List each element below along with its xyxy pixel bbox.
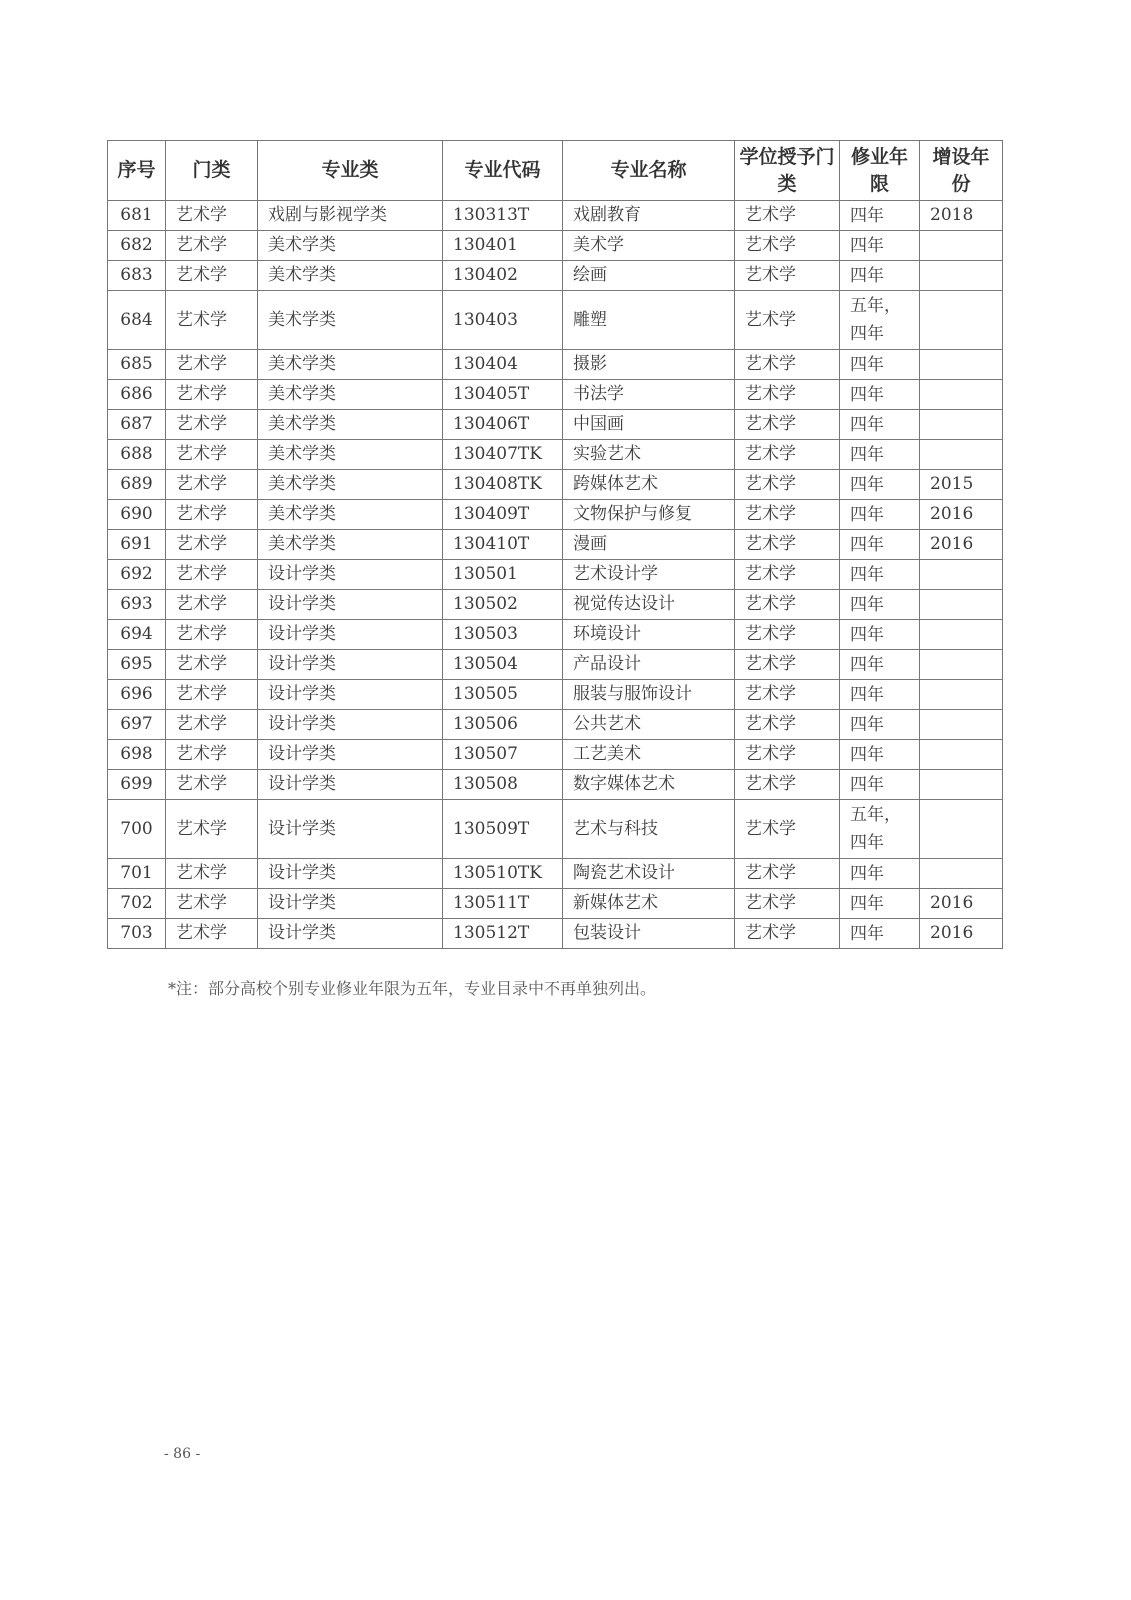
cell-degree: 艺术学 bbox=[735, 440, 840, 470]
cell-seq: 687 bbox=[108, 410, 166, 440]
table-row bbox=[108, 859, 1003, 889]
cell-category: 艺术学 bbox=[166, 620, 258, 650]
cell-code: 130403 bbox=[443, 291, 563, 350]
cell-class: 设计学类 bbox=[258, 650, 443, 680]
cell-code: 130404 bbox=[443, 350, 563, 380]
cell-duration: 五年，四年 bbox=[840, 800, 920, 859]
cell-name: 雕塑 bbox=[563, 291, 735, 350]
cell-seq: 692 bbox=[108, 560, 166, 590]
cell-class: 设计学类 bbox=[258, 740, 443, 770]
cell-seq: 681 bbox=[108, 201, 166, 231]
cell-degree: 艺术学 bbox=[735, 500, 840, 530]
cell-code: 130401 bbox=[443, 231, 563, 261]
header-name: 专业名称 bbox=[563, 141, 735, 201]
cell-category: 艺术学 bbox=[166, 470, 258, 500]
cell-year: 2018 bbox=[920, 201, 1003, 231]
cell-class: 戏剧与影视学类 bbox=[258, 201, 443, 231]
table-row bbox=[108, 380, 1003, 410]
cell-code: 130407TK bbox=[443, 440, 563, 470]
cell-class: 设计学类 bbox=[258, 680, 443, 710]
cell-class: 设计学类 bbox=[258, 560, 443, 590]
cell-category: 艺术学 bbox=[166, 710, 258, 740]
cell-degree: 艺术学 bbox=[735, 590, 840, 620]
cell-seq: 702 bbox=[108, 889, 166, 919]
cell-name: 美术学 bbox=[563, 231, 735, 261]
table-row bbox=[108, 770, 1003, 800]
footnote: *注：部分高校个别专业修业年限为五年，专业目录中不再单独列出。 bbox=[168, 979, 657, 998]
table-row bbox=[108, 919, 1003, 949]
cell-class: 美术学类 bbox=[258, 291, 443, 350]
cell-category: 艺术学 bbox=[166, 770, 258, 800]
cell-name: 绘画 bbox=[563, 261, 735, 291]
cell-year bbox=[920, 770, 1003, 800]
cell-category: 艺术学 bbox=[166, 889, 258, 919]
cell-class: 美术学类 bbox=[258, 500, 443, 530]
cell-class: 美术学类 bbox=[258, 231, 443, 261]
cell-degree: 艺术学 bbox=[735, 710, 840, 740]
cell-year bbox=[920, 859, 1003, 889]
cell-year: 2016 bbox=[920, 500, 1003, 530]
cell-code: 130505 bbox=[443, 680, 563, 710]
cell-seq: 694 bbox=[108, 620, 166, 650]
cell-code: 130506 bbox=[443, 710, 563, 740]
cell-seq: 682 bbox=[108, 231, 166, 261]
cell-code: 130409T bbox=[443, 500, 563, 530]
cell-year bbox=[920, 350, 1003, 380]
table-row bbox=[108, 620, 1003, 650]
header-year: 增设年份 bbox=[920, 141, 1003, 201]
cell-name: 陶瓷艺术设计 bbox=[563, 859, 735, 889]
cell-name: 公共艺术 bbox=[563, 710, 735, 740]
cell-name: 产品设计 bbox=[563, 650, 735, 680]
cell-name: 新媒体艺术 bbox=[563, 889, 735, 919]
cell-category: 艺术学 bbox=[166, 500, 258, 530]
cell-duration: 四年 bbox=[840, 859, 920, 889]
cell-code: 130511T bbox=[443, 889, 563, 919]
cell-category: 艺术学 bbox=[166, 201, 258, 231]
table-row bbox=[108, 470, 1003, 500]
cell-degree: 艺术学 bbox=[735, 770, 840, 800]
cell-name: 数字媒体艺术 bbox=[563, 770, 735, 800]
cell-name: 视觉传达设计 bbox=[563, 590, 735, 620]
cell-class: 设计学类 bbox=[258, 710, 443, 740]
cell-seq: 689 bbox=[108, 470, 166, 500]
cell-duration: 四年 bbox=[840, 590, 920, 620]
cell-name: 工艺美术 bbox=[563, 740, 735, 770]
cell-year bbox=[920, 410, 1003, 440]
cell-class: 设计学类 bbox=[258, 800, 443, 859]
cell-code: 130502 bbox=[443, 590, 563, 620]
cell-category: 艺术学 bbox=[166, 380, 258, 410]
header-category: 门类 bbox=[166, 141, 258, 201]
cell-year bbox=[920, 710, 1003, 740]
cell-name: 艺术设计学 bbox=[563, 560, 735, 590]
table-row bbox=[108, 291, 1003, 350]
cell-duration: 四年 bbox=[840, 380, 920, 410]
cell-class: 美术学类 bbox=[258, 261, 443, 291]
cell-seq: 700 bbox=[108, 800, 166, 859]
cell-degree: 艺术学 bbox=[735, 889, 840, 919]
cell-duration: 四年 bbox=[840, 231, 920, 261]
cell-degree: 艺术学 bbox=[735, 650, 840, 680]
cell-year: 2015 bbox=[920, 470, 1003, 500]
cell-duration: 四年 bbox=[840, 470, 920, 500]
cell-year: 2016 bbox=[920, 530, 1003, 560]
cell-year bbox=[920, 680, 1003, 710]
cell-year bbox=[920, 590, 1003, 620]
cell-seq: 686 bbox=[108, 380, 166, 410]
cell-duration: 四年 bbox=[840, 530, 920, 560]
cell-category: 艺术学 bbox=[166, 650, 258, 680]
cell-degree: 艺术学 bbox=[735, 350, 840, 380]
table-row bbox=[108, 500, 1003, 530]
cell-code: 130507 bbox=[443, 740, 563, 770]
cell-seq: 691 bbox=[108, 530, 166, 560]
cell-duration: 四年 bbox=[840, 560, 920, 590]
cell-code: 130501 bbox=[443, 560, 563, 590]
cell-duration: 四年 bbox=[840, 650, 920, 680]
cell-name: 中国画 bbox=[563, 410, 735, 440]
cell-code: 130504 bbox=[443, 650, 563, 680]
cell-year bbox=[920, 380, 1003, 410]
cell-year: 2016 bbox=[920, 919, 1003, 949]
cell-code: 130410T bbox=[443, 530, 563, 560]
cell-duration: 四年 bbox=[840, 770, 920, 800]
cell-degree: 艺术学 bbox=[735, 680, 840, 710]
cell-duration: 四年 bbox=[840, 410, 920, 440]
cell-degree: 艺术学 bbox=[735, 201, 840, 231]
table-body bbox=[108, 201, 1003, 949]
cell-category: 艺术学 bbox=[166, 261, 258, 291]
cell-name: 跨媒体艺术 bbox=[563, 470, 735, 500]
cell-year bbox=[920, 560, 1003, 590]
cell-name: 漫画 bbox=[563, 530, 735, 560]
cell-seq: 701 bbox=[108, 859, 166, 889]
cell-degree: 艺术学 bbox=[735, 800, 840, 859]
cell-duration: 四年 bbox=[840, 680, 920, 710]
header-code: 专业代码 bbox=[443, 141, 563, 201]
cell-class: 美术学类 bbox=[258, 440, 443, 470]
cell-code: 130510TK bbox=[443, 859, 563, 889]
cell-duration: 五年，四年 bbox=[840, 291, 920, 350]
cell-degree: 艺术学 bbox=[735, 231, 840, 261]
cell-seq: 685 bbox=[108, 350, 166, 380]
table-row bbox=[108, 740, 1003, 770]
cell-category: 艺术学 bbox=[166, 859, 258, 889]
cell-class: 美术学类 bbox=[258, 470, 443, 500]
cell-name: 实验艺术 bbox=[563, 440, 735, 470]
cell-degree: 艺术学 bbox=[735, 261, 840, 291]
cell-degree: 艺术学 bbox=[735, 560, 840, 590]
cell-name: 戏剧教育 bbox=[563, 201, 735, 231]
cell-seq: 683 bbox=[108, 261, 166, 291]
table-row bbox=[108, 261, 1003, 291]
cell-degree: 艺术学 bbox=[735, 291, 840, 350]
cell-class: 美术学类 bbox=[258, 350, 443, 380]
cell-class: 设计学类 bbox=[258, 620, 443, 650]
cell-class: 设计学类 bbox=[258, 770, 443, 800]
cell-name: 服装与服饰设计 bbox=[563, 680, 735, 710]
cell-class: 设计学类 bbox=[258, 919, 443, 949]
cell-year bbox=[920, 440, 1003, 470]
cell-seq: 684 bbox=[108, 291, 166, 350]
table-row bbox=[108, 201, 1003, 231]
table-row bbox=[108, 231, 1003, 261]
cell-seq: 693 bbox=[108, 590, 166, 620]
cell-category: 艺术学 bbox=[166, 291, 258, 350]
cell-category: 艺术学 bbox=[166, 410, 258, 440]
cell-category: 艺术学 bbox=[166, 231, 258, 261]
cell-duration: 四年 bbox=[840, 261, 920, 291]
cell-category: 艺术学 bbox=[166, 680, 258, 710]
cell-code: 130313T bbox=[443, 201, 563, 231]
cell-name: 文物保护与修复 bbox=[563, 500, 735, 530]
cell-duration: 四年 bbox=[840, 889, 920, 919]
cell-degree: 艺术学 bbox=[735, 380, 840, 410]
cell-year: 2016 bbox=[920, 889, 1003, 919]
table-row bbox=[108, 530, 1003, 560]
cell-name: 书法学 bbox=[563, 380, 735, 410]
cell-class: 设计学类 bbox=[258, 859, 443, 889]
cell-duration: 四年 bbox=[840, 500, 920, 530]
table-row bbox=[108, 680, 1003, 710]
cell-code: 130402 bbox=[443, 261, 563, 291]
header-seq: 序号 bbox=[108, 141, 166, 201]
cell-category: 艺术学 bbox=[166, 440, 258, 470]
cell-year bbox=[920, 800, 1003, 859]
cell-degree: 艺术学 bbox=[735, 919, 840, 949]
cell-seq: 695 bbox=[108, 650, 166, 680]
cell-code: 130509T bbox=[443, 800, 563, 859]
cell-degree: 艺术学 bbox=[735, 859, 840, 889]
cell-duration: 四年 bbox=[840, 740, 920, 770]
page-number: - 86 - bbox=[164, 1446, 201, 1462]
cell-seq: 697 bbox=[108, 710, 166, 740]
table-row bbox=[108, 650, 1003, 680]
cell-degree: 艺术学 bbox=[735, 740, 840, 770]
cell-duration: 四年 bbox=[840, 710, 920, 740]
cell-name: 环境设计 bbox=[563, 620, 735, 650]
header-degree: 学位授予门类 bbox=[735, 141, 840, 201]
cell-category: 艺术学 bbox=[166, 560, 258, 590]
cell-seq: 698 bbox=[108, 740, 166, 770]
cell-year bbox=[920, 740, 1003, 770]
cell-class: 美术学类 bbox=[258, 380, 443, 410]
table-row bbox=[108, 560, 1003, 590]
cell-code: 130405T bbox=[443, 380, 563, 410]
major-catalog-table bbox=[107, 140, 1003, 949]
cell-category: 艺术学 bbox=[166, 590, 258, 620]
cell-duration: 四年 bbox=[840, 201, 920, 231]
table-header-row bbox=[108, 141, 1003, 201]
cell-name: 包装设计 bbox=[563, 919, 735, 949]
cell-duration: 四年 bbox=[840, 440, 920, 470]
cell-category: 艺术学 bbox=[166, 350, 258, 380]
cell-code: 130408TK bbox=[443, 470, 563, 500]
table-row bbox=[108, 590, 1003, 620]
cell-category: 艺术学 bbox=[166, 800, 258, 859]
cell-degree: 艺术学 bbox=[735, 470, 840, 500]
cell-category: 艺术学 bbox=[166, 919, 258, 949]
cell-category: 艺术学 bbox=[166, 530, 258, 560]
cell-degree: 艺术学 bbox=[735, 530, 840, 560]
cell-degree: 艺术学 bbox=[735, 410, 840, 440]
cell-name: 艺术与科技 bbox=[563, 800, 735, 859]
cell-class: 美术学类 bbox=[258, 530, 443, 560]
cell-code: 130406T bbox=[443, 410, 563, 440]
cell-class: 设计学类 bbox=[258, 889, 443, 919]
cell-seq: 688 bbox=[108, 440, 166, 470]
cell-year bbox=[920, 231, 1003, 261]
cell-duration: 四年 bbox=[840, 919, 920, 949]
table-row bbox=[108, 800, 1003, 859]
cell-degree: 艺术学 bbox=[735, 620, 840, 650]
cell-name: 摄影 bbox=[563, 350, 735, 380]
cell-seq: 690 bbox=[108, 500, 166, 530]
cell-class: 设计学类 bbox=[258, 590, 443, 620]
cell-year bbox=[920, 620, 1003, 650]
cell-code: 130508 bbox=[443, 770, 563, 800]
header-duration: 修业年限 bbox=[840, 141, 920, 201]
cell-code: 130503 bbox=[443, 620, 563, 650]
cell-year bbox=[920, 261, 1003, 291]
table-row bbox=[108, 889, 1003, 919]
cell-code: 130512T bbox=[443, 919, 563, 949]
cell-seq: 696 bbox=[108, 680, 166, 710]
cell-category: 艺术学 bbox=[166, 740, 258, 770]
table-row bbox=[108, 350, 1003, 380]
cell-year bbox=[920, 291, 1003, 350]
table-row bbox=[108, 710, 1003, 740]
cell-class: 美术学类 bbox=[258, 410, 443, 440]
cell-duration: 四年 bbox=[840, 350, 920, 380]
header-class: 专业类 bbox=[258, 141, 443, 201]
table-row bbox=[108, 440, 1003, 470]
cell-seq: 699 bbox=[108, 770, 166, 800]
table-row bbox=[108, 410, 1003, 440]
cell-year bbox=[920, 650, 1003, 680]
cell-duration: 四年 bbox=[840, 620, 920, 650]
cell-seq: 703 bbox=[108, 919, 166, 949]
